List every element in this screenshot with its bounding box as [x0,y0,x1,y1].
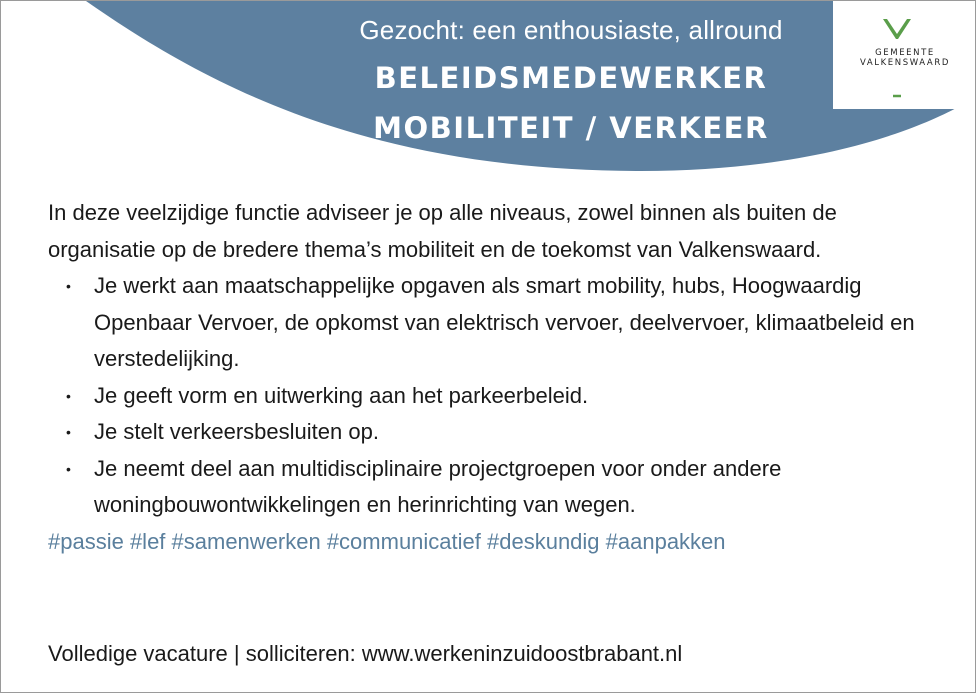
task-list [48,268,948,524]
bullet-icon: • [66,460,71,477]
logo-gemeente-text: GEMEENTE [875,48,935,58]
list-item [48,451,948,524]
list-item [48,414,948,451]
intro-text: In deze veelzijdige functie adviseer je op alle niveaus, zowel binnen als buiten de organisatie op de bredere thema’s mobiliteit en de toekomst van Valkenswaard. [48,200,837,262]
bullet-icon: • [66,278,71,294]
list-item [48,378,948,415]
hashtags: #passie #lef #samenwerken #communicatief #deskundig #aanpakken [48,528,726,554]
list-item-text: Je neemt deel aan multidisciplinaire projectgroepen voor onder andere woningbouwontwikkelingen en herinrichting van wegen. [94,455,782,517]
job-title-line-2: MOBILITEIT / VERKEER [373,111,769,145]
municipality-logo [833,1,976,109]
list-item-text: Je werkt aan maatschappelijke opgaven als smart mobility, hubs, Hoogwaardig Openbaar Vervoer, de opkomst van elektrisch vervoer, deelvervoer, klimaatbeleid en verstedelijking. [94,273,915,371]
list-item-text: Je geeft vorm en uitwerking aan het parkeerbeleid. [94,382,589,408]
job-title-line-1: BELEIDSMEDEWERKER [374,61,768,95]
vacancy-body [48,195,948,560]
application-footer: Volledige vacature | solliciteren: www.werkeninzuidoostbrabant.nl [48,641,683,666]
list-item [48,268,948,378]
logo-plaats-text: VALKENSWAARD [860,58,950,68]
list-item-text: Je stelt verkeersbesluiten op. [94,419,379,444]
header-subtitle: Gezocht: een enthousiaste, allround [359,15,783,45]
bullet-icon: • [66,387,71,404]
bullet-icon: • [66,424,71,440]
